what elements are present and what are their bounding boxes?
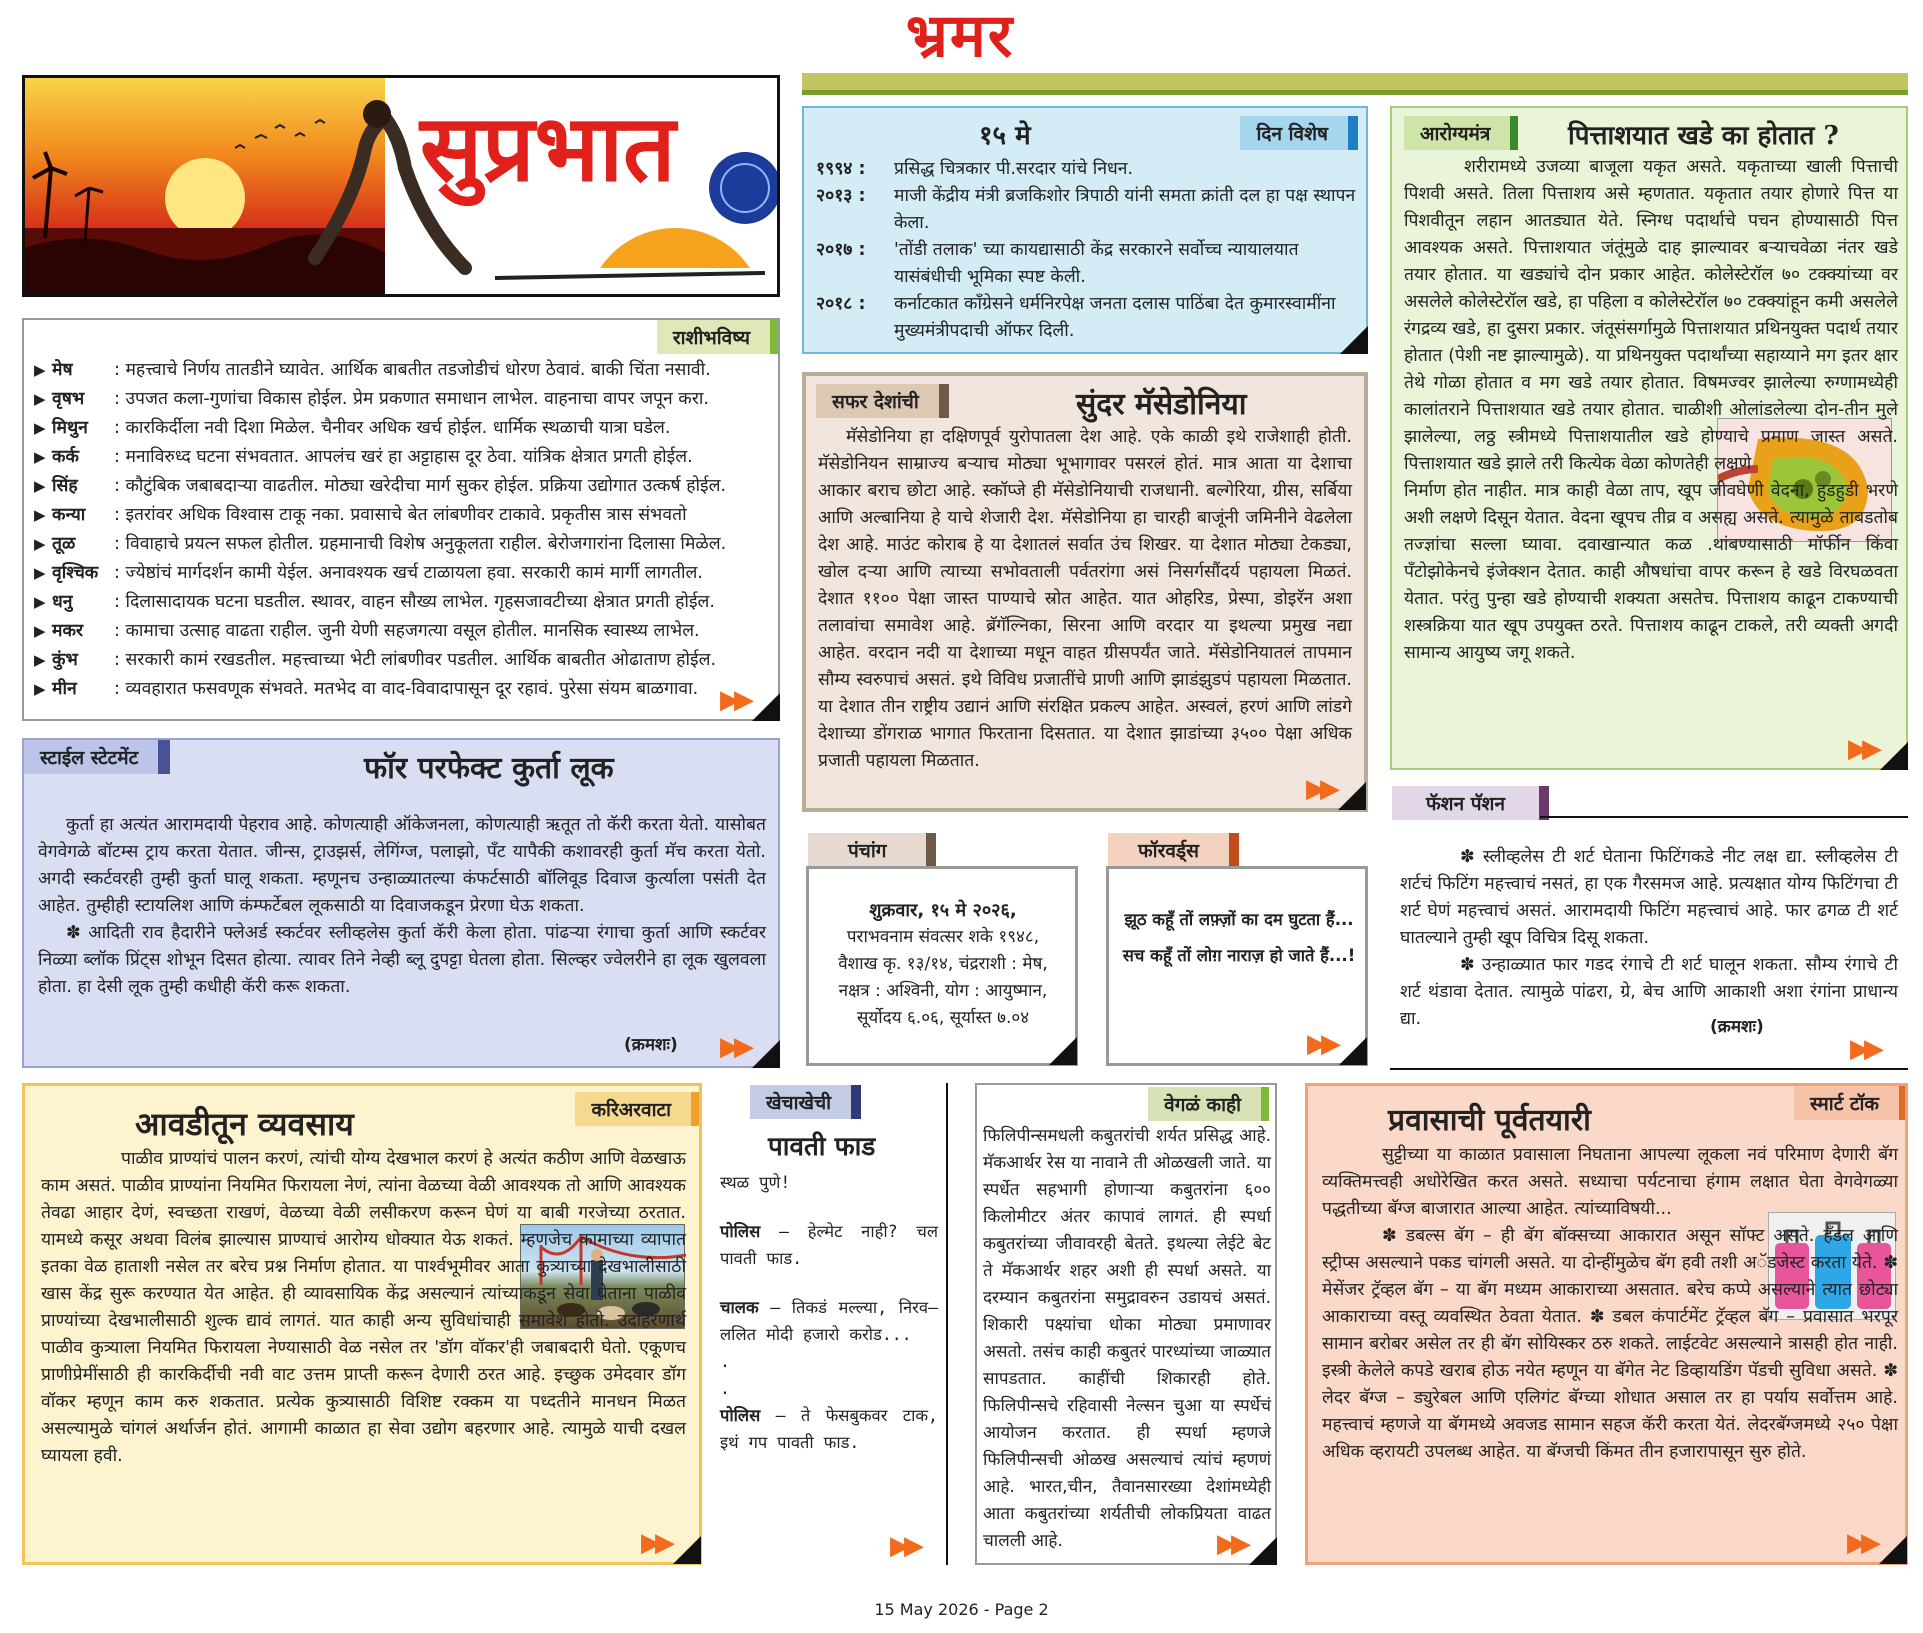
- rashi-row-meen: ▶ मीन : व्यवहारात फसवणूक संभवते. मतभेद वा वाद-विवादापासून दूर रहावं. पुरेसा संयम बाळगावा.: [34, 679, 699, 699]
- panchang-box: [806, 866, 1078, 1066]
- masthead-logo: भ्रमर: [905, 1, 1015, 71]
- continue-arrow-icon: ▶▶: [1217, 1529, 1245, 1559]
- dinvishesh-list: [816, 156, 1356, 345]
- forwards-box: [1106, 866, 1368, 1066]
- vegla-body: फिलिपीन्समधली कबुतरांची शर्यत प्रसिद्ध आहे. मॅकआर्थर रेस या नावाने ती ओळखली जाते. या स्पर्धेत सहभागी होणाऱ्या कबुतरांना ६०० किलोमीटर अंतर कापावं लागतं. ही स्पर्धा कबुतरांच्या जीवावरही बेतते. इथल्या लेईटे बेट ते मॅकआर्थर शहर अशी ही स्पर्धा असते. या दरम्यान कबुतरांना समुद्रावरुन उडायचं असतं. शिकारी पक्ष्यांचा धोका मोठ्या प्रमाणावर असतो. तसंच काही कबुतरं पारध्यांच्या जाळ्यात सापडतात. काहींची शिकारही होते. फिलिपीन्सचे रहिवासी नेल्सन चुआ या स्पर्धेचं आयोजन करतात. ही स्पर्धा म्हणजे फिलिपीन्सची ओळख असल्याचं त्यांचं म्हणणं आहे. भारत,चीन, तैवानसारख्या देशांमध्येही आता कबुतरांच्या शर्यतीची लोकप्रियता वाढत चालली आहे.: [983, 1126, 1271, 1551]
- fashion-box: [1390, 818, 1908, 1070]
- career-box: [22, 1083, 702, 1565]
- rashi-row-kumbh: ▶ कुंभ : सरकारी कामं रखडतील. महत्त्वाच्या भेटी लांबणीवर पडतील. आर्थिक बाबतीत ओढाताण होईल.: [34, 650, 717, 670]
- safar-tag: सफर देशांची: [816, 384, 949, 418]
- smart-body: सुट्टीच्या या काळात प्रवासाला निघताना आपल्या लूकला नवं परिमाण देणारी बॅग व्यक्तिमत्त्वही अधोरेखित करत असते. सध्याचा पर्यटनाचा हंगाम लक्षात घेता वेगवेगळ्या पद्धतीच्या बॅग्ज बाजारात आल्या आहेत. त्यांच्याविषयी... ✽ डबल्स बॅग – ही बॅग बॉक्सच्या आकारात असून सॉफ्ट असते. हँडल आणि स्ट्रीप्स असल्याने पकड चांगली असते. या दोन्हींमुळेच बॅग हवी तशी अॅडजेस्ट करता येते. ✽ मेसेंजर ट्रॅव्हल बॅग – या बॅग मध्यम आकाराच्या असतात. बरेच कप्पे असल्याने त्यात छोट्या आकाराच्या वस्तू व्यवस्थित ठेवता येतात. ✽ डबल कंपार्टमेंट ट्रॅव्हल बॅग – प्रवासात भरपूर सामान बरोबर असेल तर ही बॅग सोयिस्कर ठरु शकते. लाईटवेट असल्याने त्रासही होत नाही. इस्त्री केलेले कपडे खराब होऊ नयेत म्हणून या बॅगेत नेट डिव्हायडिंग पॅडची सुविधा असते. ✽ लेदर बॅग्ज – ड्युरेबल आणि एलिगंट बॅग्च्या शोधात असाल तर हा पर्याय सर्वोत्तम आहे. महत्त्वाचं म्हणजे या बॅगमध्ये अवजड सामान सहज कॅरी करता येतं. लेदरबॅग्जमध्ये २५० पेक्षा अधिक व्हरायटी उपलब्ध आहेत. या बॅग्जची किंमत तीन हजारापासून सुरु होते.: [1322, 1145, 1898, 1462]
- rashi-row-makar: ▶ मकर : कामाचा उत्साह वाढता राहील. जुनी येणी सहजगत्या वसूल होतील. मानसिक स्वास्थ्य लाभेल.: [34, 621, 700, 641]
- style-tag: स्टाईल स्टेटमेंट: [24, 740, 170, 774]
- style-body: कुर्ता हा अत्यंत आरामदायी पेहराव आहे. कोणत्याही ऑकेजनला, कोणत्याही ऋतूत तो कॅरी करता येतो. यासोबत वेगवेगळे बॉटम्स ट्राय करता येतात. जीन्स, ट्राउझर्स, लेगिंग्ज, पलाझो, पँट यापैकी कशावरही कुर्ता मॅच करता येतो. अगदी स्कर्टवरही तुम्ही कुर्ता घालू शकता. म्हणूनच उन्हाळ्यातल्या कंफर्टसाठी बॉलिवूड दिवाज कुर्त्याला पसंती देत आहेत. तुम्हीही स्टायलिश आणि कंम्फर्टेबल लूकसाठी या दिवाजकडून प्रेरणा घेऊ शकता. ✽ आदिती राव हैदारीने फ्लेअर्ड स्कर्टवर स्लीव्हलेस कुर्ता कॅरी केला होता. पांढऱ्या रंगाचा कुर्ता आणि स्कर्टवर निळ्या ब्लॉक प्रिंट्स शोभून दिसत होत्या. त्यावर तिने नेव्ही ब्लू दुपट्टा घेतला होता. सिल्व्हर ज्वेलरीने हा लूक खुलवला होता. हा देसी लूक तुम्ही कधीही कॅरी करू शकता.: [38, 815, 766, 997]
- continue-arrow-icon: ▶▶: [1850, 1034, 1878, 1064]
- safar-title: सुंदर मॅसेडोनिया: [1076, 387, 1247, 422]
- vegla-box: [975, 1083, 1277, 1565]
- rashi-row-kark: ▶ कर्क : मनाविरुध्द घटना संभवतात. आपलंच खरं हा अट्टाहास दूर ठेवा. यांत्रिक क्षेत्रात प्रगती होईल.: [34, 447, 693, 467]
- history-row: २०१७ : 'तोंडी तलाक' च्या कायद्यासाठी केंद्र सरकारने सर्वोच्च न्यायालयात यासंबंधीची भूमिका स्पष्ट केली.: [816, 240, 1299, 287]
- safar-box: [802, 372, 1368, 812]
- smart-tag: स्मार्ट टॉक: [1794, 1086, 1905, 1120]
- fashion-continued: (क्रमशः): [1710, 1017, 1764, 1037]
- rashi-row-sinh: ▶ सिंह : कौटुंबिक जबाबदाऱ्या वाढतील. मोठ्या खरेदीचा मार्ग सुकर होईल. प्रक्रिया उद्योगात उत्कर्ष होईल.: [34, 476, 727, 496]
- rashi-row-vrushchik: ▶ वृश्चिक : ज्येष्ठांचं मार्गदर्शन कामी येईल. अनावश्यक खर्च टाळायला हवा. सरकारी कामं मार्गी लागतील.: [34, 563, 703, 583]
- rashi-list: [34, 356, 774, 704]
- fashion-tag: फॅशन पॅशन: [1392, 786, 1549, 820]
- page-footer: 15 May 2026 - Page 2: [874, 1600, 1049, 1619]
- rashi-row-vrushabh: ▶ वृषभ : उपजत कला-गुणांचा विकास होईल. प्रेम प्रकणात समाधान लाभेल. वाहनाचा वापर जपून करा.: [34, 389, 709, 409]
- vegla-tag: वेगळं काही: [1148, 1087, 1269, 1121]
- continue-arrow-icon: ▶▶: [720, 1032, 748, 1062]
- panchang-text: शुक्रवार, १५ मे २०२६, पराभवनाम संवत्सर शके १९४८, वैशाख कृ. १३/१४, चंद्रराशी : मेष, नक्षत्र : अश्विनी, योग : आयुष्मान, सूर्योदय ६.०६, सूर्यास्त ७.०४: [838, 900, 1048, 1028]
- khechakhechi-tag: खेचाखेची: [750, 1085, 861, 1119]
- career-tag: करिअरवाटा: [575, 1092, 699, 1126]
- suprabhat-banner: [22, 75, 780, 297]
- arogya-body: शरीरामध्ये उजव्या बाजूला यकृत असते. यकृताच्या खाली पित्ताची पिशवी असते. तिला पित्ताशय असे म्हणतात. यकृतात तयार होणारे पित्त या पिशवीतून लहान आतड्यात येते. स्निग्ध पदार्थाचे पचन होण्यासाठी पित्त आवश्यक असते. पित्ताशयात जंतूंमुळे दाह झाल्यावर बऱ्याचवेळा नंतर खडे तयार होतात. या खड्यांचे दोन प्रकार आहेत. कोलेस्टेरॉल ७० टक्क्यांच्या वर असलेले कोलेस्टेरॉल खडे, हा पहिला व कोलेस्टेरॉल ७० टक्क्यांहून कमी असलेले रंगद्रव्य खडे, हा दुसरा प्रकार. जंतूसंसर्गामुळे पित्ताशयात प्रथिनयुक्त पदार्थ तयार होतात (पेशी नष्ट झाल्यामुळे). या प्रथिनयुक्त पदार्थांच्या सहाय्याने मग इतर क्षार तेथे गोळा होतात व मग खडे तयार होतात. विषमज्वर झालेल्या रुग्णामध्येही कालांतराने पित्ताशयात खडे तयार होतात. चाळीशी ओलांडलेल्या दोन-तीन मुले झालेल्या, लठ्ठ स्त्रीमध्ये पित्ताशयातील खडे होण्याचे प्रमाण जास्त असते. पित्ताशयात खडे झाले तरी कित्येक वेळा कोणतेही लक्षणे निर्माण होत नाहीत. मात्र काही वेळा ताप, खूप जीवघेणी वेदना, हुडहुडी भरणे अशी लक्षणे दिसून येतात. वेदना खूपच तीव्र व असह्य असते. त्यामुळे ताबडतोब तज्ज्ञांचा सल्ला घ्यावा. दवाखान्यात कळ .थांबण्यासाठी मॉर्फीन किंवा पॅंटोझोकेनचे इंजेक्शन देतात. काही औषधांचा वापर करून हे खडे विरघळवता येतात. परंतु पुन्हा खडे होण्याची शक्यता असतेच. पित्ताशय काढून टाकण्याची शस्त्रक्रिया यात खूप उपयुक्त ठरते. पित्ताशय काढून टाकले, तरी व्यक्ती अगदी सामान्य आयुष्य जगू शकते.: [1404, 157, 1898, 663]
- career-body: पाळीव प्राण्यांचं पालन करणं, त्यांची योग्य देखभाल करणं हे अत्यंत कठीण आणि वेळखाऊ काम असतं. पाळीव प्राण्यांना नियमित फिरायला नेणं, त्यांना वेळच्या वेळी आवश्यक तो आणि आवश्यक तेवढा आहार देणं, स्वच्छता राखणं, वेळच्या वेळी लसीकरण करून घेणं या बाबी गरजेच्या ठरतात. यामध्ये कसूर अथवा विलंब झाल्यास प्राण्याचं आरोग्य धोक्यात येऊ शकतं. म्हणजेच कामाच्या व्यापात इतका वेळ हाताशी नसेल तर बरेच प्रश्न निर्माण होतात. या पार्श्वभूमीवर आता कुत्र्याच्या देखभालीसाठी खास केंद्र सुरू करण्यात येत आहेत. ही व्यावसायिक केंद्र असल्यानं त्यांच्याकडून सेवा घेताना पाळीव प्राण्यांच्या देखभालीसाठी शुल्क द्यावं लागतं. यात काही अन्य सुविधांचाही समावेश होतो. उदाहरणार्थ पाळीव कुत्र्याला नियमित फिरायला नेण्यासाठी वेळ नसेल तर 'डॉग वॉकर'ही जबाबदारी घेतो. एकूणच प्राणीप्रेमींसाठी ही कारकिर्दीची नवी वाट उत्तम प्राप्ती करून देणारी ठरत आहे. इच्छुक उमेदवार डॉग वॉकर म्हणून काम करु शकतात. प्रत्येक कुत्र्यासाठी विशिष्ट रक्कम या पध्दतीने मानधन मिळत असल्यामुळे चांगलं अर्थार्जन होतं. आगामी काळात हा सेवा उद्योग बहरणार आहे. त्यामुळे याची दखल घ्यायला हवी.: [41, 1149, 686, 1466]
- rashi-row-tul: ▶ तूळ : विवाहाचे प्रयत्न सफल होतील. ग्रहमानाची विशेष अनुकूलता राहील. बेरोजगारांना दिलासा मिळेल.: [34, 534, 727, 554]
- rashi-box: [22, 318, 780, 721]
- rashi-row-dhanu: ▶ धनु : दिलासादायक घटना घडतील. स्थावर, वाहन सौख्य लाभेल. गृहसजावटीच्या क्षेत्रात प्रगती होईल.: [34, 592, 715, 612]
- style-title: फॉर परफेक्ट कुर्ता लूक: [364, 751, 614, 786]
- dinvishesh-date: १५ मे: [979, 121, 1031, 151]
- arogya-title: पित्ताशयात खडे का होतात ?: [1568, 121, 1839, 151]
- history-row: २०१३ : माजी केंद्रीय मंत्री ब्रजकिशोर त्रिपाठी यांनी समता क्रांती दल हा पक्ष स्थापन केला.: [816, 186, 1356, 233]
- khechakhechi-box: [716, 1083, 948, 1565]
- dinvishesh-tag: दिन विशेष: [1240, 116, 1358, 150]
- history-row: २०१८ : कर्नाटकात कॉंग्रेसने धर्मनिरपेक्ष जनता दलास पाठिंबा देत कुमारस्वामींना मुख्यमंत्रीपदाची ऑफर दिली.: [816, 294, 1336, 341]
- top-accent-bar: [802, 73, 1908, 95]
- safar-body: मॅसेडोनिया हा दक्षिणपूर्व युरोपातला देश आहे. एके काळी इथे राजेशाही होती. मॅसेडोनियन साम्राज्य बऱ्याच मोठ्या भूभागावर पसरलं होतं. मात्र आता या देशाचा आकार बराच छोटा आहे. स्कॉप्जे ही मॅसेडोनियाची राजधानी. बल्गेरिया, ग्रीस, सर्बिया आणि अल्बानिया हे याचे शेजारी देश. मॅसेडोनिया हा चारही बाजूंनी जमिनीने वेढलेला देश आहे. माउंट कोराब हे या देशातलं सर्वात उंच शिखर. या देशात मोठ्या टेकड्या, खोल दऱ्या आणि त्याच्या सभोवताली पर्वतरांगा असं निसर्गसौंदर्य पहायला मिळतं. देशात ११०० पेक्षा जास्त पाण्याचे स्रोत आहेत. यात ओहरिड, प्रेस्पा, डोइरॅन अशा तलावांचा समावेश आहे. ब्रॅगॅल्निका, सिरना आणि वरदार या इथल्या प्रमुख नद्या आहेत. वरदान नदी या देशाच्या मधून वाहत ग्रीसपर्यंत जाते. मॅसेडोनियातलं तापमान सौम्य स्वरुपाचं असतं. इथे विविध प्रजातींचे प्राणी आणि झाडंझुडपं पहायला मिळतात. या देशात तीन राष्ट्रीय उद्यानं आणि संरक्षित प्रकल्प आहेत. अस्वलं, हरणं आणि लांडगे देशाच्या डोंगराळ भागात फिरताना दिसतात. या देशात झाडांच्या ३५०० पेक्षा अधिक प्रजाती पहायला मिळतात.: [818, 427, 1352, 771]
- continue-arrow-icon: ▶▶: [641, 1528, 669, 1558]
- dinvishesh-box: [802, 106, 1368, 354]
- continue-arrow-icon: ▶▶: [720, 685, 748, 715]
- khechakhechi-body: स्थळ पुणे! पोलिस – हेल्मेट नाही? चल पावती फाड. चालक – तिकडं मल्ल्या, निरव–ललित मोदी हजारो करोड... . . पोलिस – ते फेसबुकवर टाक, इथं गप पावती फाड.: [720, 1173, 939, 1452]
- rashi-row-kanya: ▶ कन्या : इतरांवर अधिक विश्वास टाकू नका. प्रवासाचे बेत लांबणीवर टाकावे. प्रकृतीस त्रास संभवतो: [34, 505, 687, 525]
- arogya-box: [1390, 106, 1908, 770]
- khechakhechi-title: पावती फाड: [768, 1132, 876, 1162]
- rashi-row-mithun: ▶ मिथुन : कारकिर्दीला नवी दिशा मिळेल. चैनीवर अधिक खर्च होईल. धार्मिक स्थळाची यात्रा घडेल.: [34, 418, 671, 438]
- panchang-tag: पंचांग: [808, 833, 936, 867]
- career-title: आवडीतून व्यवसाय: [135, 1105, 354, 1143]
- style-box: [22, 738, 780, 1068]
- arogya-tag: आरोग्यमंत्र: [1404, 116, 1518, 150]
- banner-title: सुप्रभात: [420, 94, 676, 202]
- smart-box: [1305, 1083, 1908, 1565]
- continue-arrow-icon: ▶▶: [890, 1531, 918, 1561]
- continue-arrow-icon: ▶▶: [1847, 1528, 1875, 1558]
- forwards-text: झूठ कहूँ तों लफ़्ज़ों का दम घुटता हैं... सच कहूँ तों लोग़ नाराज़ हो जाते हैं...!: [1122, 910, 1356, 965]
- continue-arrow-icon: ▶▶: [1307, 1029, 1335, 1059]
- rashi-row-mesh: ▶ मेष : महत्त्वाचे निर्णय तातडीने घ्यावेत. आर्थिक बाबतीत तडजोडीचं धोरण ठेवावं. बाकी चिंता नसावी.: [34, 360, 711, 380]
- history-row: १९९४ : प्रसिद्ध चित्रकार पी.सरदार यांचे निधन.: [816, 159, 1134, 179]
- continue-arrow-icon: ▶▶: [1848, 734, 1876, 764]
- fashion-body: ✽ स्लीव्हलेस टी शर्ट घेताना फिटिंगकडे नीट लक्ष द्या. स्लीव्हलेस टी शर्टचं फिटिंग महत्त्वाचं नसतं, हा एक गैरसमज आहे. प्रत्यक्षात योग्य फिटिंगचा टी शर्ट घेणं महत्त्वाचं असतं. आरामदायी फिटिंग महत्त्वाचं आहे. फार ढगळ टी शर्ट घातल्याने तुम्ही खूप विचित्र दिसू शकता. ✽ उन्हाळ्यात फार गडद रंगाचे टी शर्ट घालून शकता. सौम्य रंगाचे टी शर्ट थंडावा देतात. त्यामुळे पांढरा, ग्रे, बेच आणि आकाशी अशा रंगांना प्राधान्य द्या.: [1400, 847, 1898, 1029]
- continue-arrow-icon: ▶▶: [1306, 774, 1334, 804]
- forwards-tag: फॉरवर्ड्स: [1108, 833, 1239, 867]
- rashi-tag: राशीभविष्य: [657, 320, 778, 354]
- style-continued: (क्रमशः): [624, 1035, 678, 1055]
- smart-title: प्रवासाची पूर्वतयारी: [1388, 1103, 1591, 1138]
